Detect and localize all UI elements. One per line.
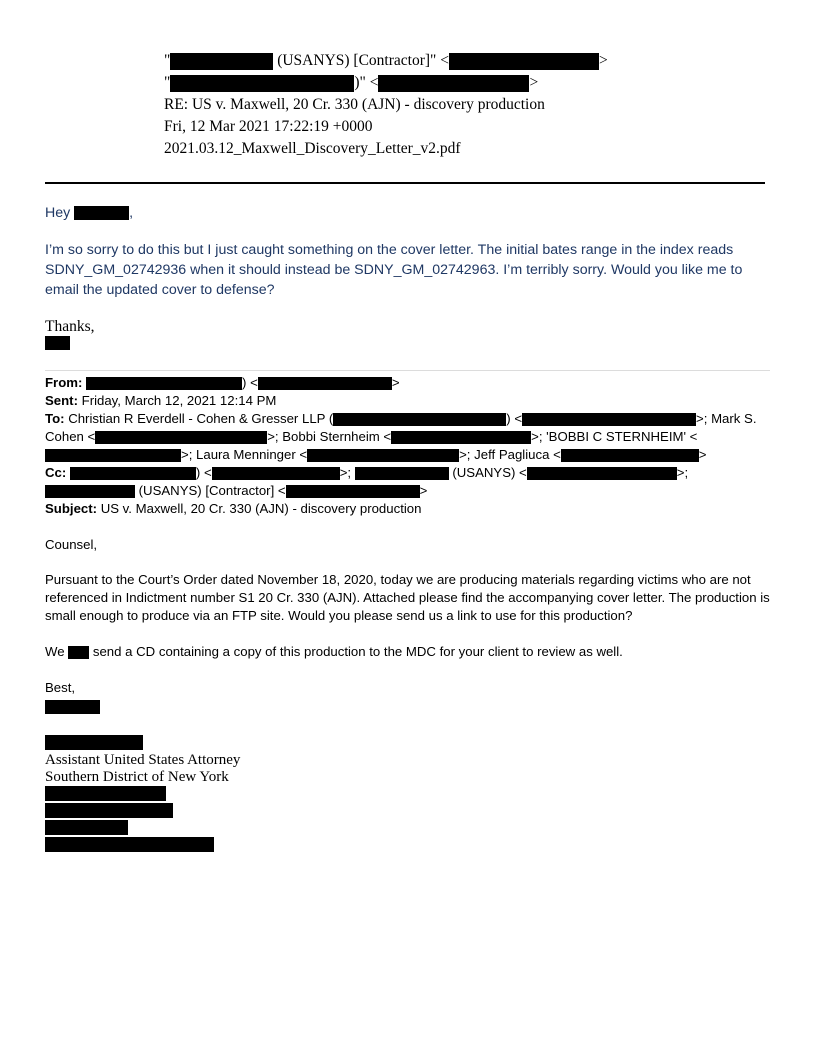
reply-thanks: Thanks,: [45, 318, 95, 335]
date-value: Fri, 12 Mar 2021 17:22:19 +0000: [164, 118, 373, 135]
reply-body: I’m so sorry to do this but I just caught something on the cover letter. The initial bates range in the index reads SDNY_GM_02742936 when it should instead be SDNY_GM_02742963. I’m terribly sorry. Would you like me to email the updated cover to defense?: [45, 242, 743, 298]
redaction: [45, 485, 135, 498]
redaction: [68, 646, 89, 659]
redaction: [391, 431, 531, 444]
redaction: [45, 449, 181, 462]
redaction: [561, 449, 699, 462]
header-divider: [45, 182, 765, 184]
original-subject-line: Subject: US v. Maxwell, 20 Cr. 330 (AJN) - discovery production: [45, 501, 422, 516]
redaction: [258, 377, 392, 390]
redaction: [307, 449, 459, 462]
redaction: [170, 53, 273, 70]
attachment-filename: 2021.03.12_Maxwell_Discovery_Letter_v2.pdf: [164, 140, 461, 157]
redaction: [333, 413, 506, 426]
original-sent-line: Sent: Friday, March 12, 2021 12:14 PM: [45, 393, 277, 408]
original-from-line: From: ) < >: [45, 375, 400, 390]
redaction: [95, 431, 267, 444]
quote-divider: [45, 370, 770, 371]
redaction: [45, 700, 100, 714]
redaction: [378, 75, 529, 92]
original-salutation: Counsel,: [45, 537, 98, 552]
original-to-line: To: Christian R Everdell - Cohen & Gresser LLP ( ) < >; Mark S. Cohen < >; Bobbi Sternheim < >; 'BOBBI C STERNHEIM' <>; Laura Menninger < >; Jeff Pagliuca < >: [45, 411, 757, 462]
redaction: [527, 467, 677, 480]
redaction: [286, 485, 420, 498]
redaction: [45, 820, 128, 835]
redaction: [74, 206, 129, 220]
redaction: [45, 803, 173, 818]
redaction: [45, 735, 143, 750]
original-headers: [45, 374, 770, 518]
original-paragraph-1: Pursuant to the Court’s Order dated November 18, 2020, today we are producing materials regarding victims who are not referenced in Indictment number S1 20 Cr. 330 (AJN). Attached please find the accompanying cover letter. The production is small enough to produce via an FTP site. Would you please send us a link to use for this production?: [45, 572, 770, 623]
redaction: [449, 53, 599, 70]
redaction: [70, 467, 196, 480]
redaction: [170, 75, 354, 92]
redaction: [45, 336, 70, 350]
signature-title: Assistant United States Attorney: [45, 752, 241, 768]
original-cc-line: Cc: ) < >; (USANYS) < >; (USANYS) [Contractor] < >: [45, 465, 689, 498]
original-closing: Best,: [45, 680, 76, 695]
redaction: [355, 467, 449, 480]
original-paragraph-2: We send a CD containing a copy of this production to the MDC for your client to review as well.: [45, 644, 623, 659]
reply-greeting: Hey ,: [45, 205, 134, 221]
redaction: [45, 837, 214, 852]
redaction: [86, 377, 242, 390]
redaction: [212, 467, 340, 480]
redaction: [45, 786, 166, 801]
redaction: [522, 413, 696, 426]
subject-value: RE: US v. Maxwell, 20 Cr. 330 (AJN) - discovery production: [164, 96, 545, 113]
signature-office: Southern District of New York: [45, 769, 229, 785]
